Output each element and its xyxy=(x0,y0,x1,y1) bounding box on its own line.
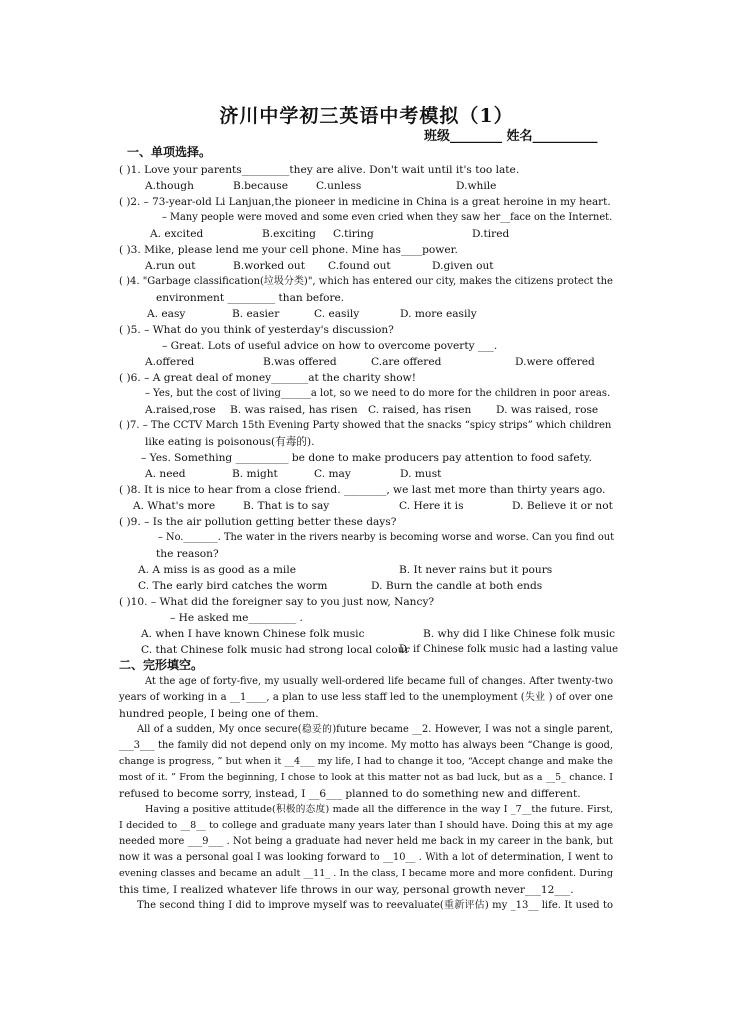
q6-option-d: D. was raised, rose xyxy=(496,404,599,416)
q9-option-b: B. It never rains but it pours xyxy=(399,564,553,576)
question-9: ( )9. – Is the air pollution getting better these days? xyxy=(119,516,397,528)
page-title: 济川中学初三英语中考模拟（1） xyxy=(219,105,514,127)
q6-option-a: A.raised,rose xyxy=(145,404,216,416)
q9-option-a: A. A miss is as good as a mile xyxy=(138,564,296,576)
q5-option-c: C.are offered xyxy=(371,356,442,368)
q10-option-c: C. that Chinese folk music had strong local colour xyxy=(141,644,410,656)
q7-option-c: C. may xyxy=(314,468,351,480)
q6-option-b: B. was raised, has risen xyxy=(230,404,358,416)
question-1: ( )1. Love your parents_________they are alive. Don't wait until it's too late. xyxy=(119,164,520,176)
q10-option-a: A. when I have known Chinese folk music xyxy=(141,628,365,640)
q3-option-d: D.given out xyxy=(432,260,494,272)
question-7-line-3: – Yes. Something __________ be done to make producers pay attention to food safety. xyxy=(141,452,592,464)
q1-option-d: D.while xyxy=(456,180,497,192)
q5-option-a: A.offered xyxy=(145,356,195,368)
q7-option-b: B. might xyxy=(232,468,278,480)
cloze-paragraph-3-line-6: this time, I realized whatever life throws in our way, personal growth never___12___. xyxy=(119,884,574,896)
q7-option-d: D. must xyxy=(400,468,442,480)
question-9-line-3: the reason? xyxy=(156,548,219,560)
section-2-heading: 二、完形填空。 xyxy=(119,658,204,672)
question-7: ( )7. – The CCTV March 15th Evening Party showed that the snacks “spicy strips” which children xyxy=(119,420,612,431)
question-4-line-2: environment _________ than before. xyxy=(156,292,345,304)
section-1-heading: 一、单项选择。 xyxy=(127,145,212,159)
question-4: ( )4. "Garbage classification(垃圾分类)", which has entered our city, makes the citizens protect the xyxy=(119,276,613,287)
q7-option-a: A. need xyxy=(145,468,186,480)
cloze-paragraph-3-line-1: Having a positive attitude(积极的态度) made all the difference in the way I _7__the future. First, xyxy=(145,804,613,815)
cloze-paragraph-3-line-4: now it was a personal goal I was looking forward to __10__ . With a lot of determination, I went to xyxy=(119,852,613,863)
cloze-paragraph-2-line-1: All of a sudden, My once secure(稳妥的)future became __2. However, I was not a single parent, xyxy=(137,724,613,735)
q3-option-a: A.run out xyxy=(145,260,196,272)
q1-option-b: B.because xyxy=(233,180,288,192)
q8-option-b: B. That is to say xyxy=(243,500,330,512)
q2-option-d: D.tired xyxy=(472,228,510,240)
cloze-paragraph-2-line-2: ___3___ the family did not depend only on my income. My motto has always been “Change is good, xyxy=(119,740,613,751)
q1-option-c: C.unless xyxy=(316,180,362,192)
cloze-paragraph-3-line-5: evening classes and became an adult __11_ . In the class, I became more and more confident. During xyxy=(119,868,613,879)
q3-option-b: B.worked out xyxy=(233,260,305,272)
q4-option-c: C. easily xyxy=(314,308,360,320)
q9-option-d: D. Burn the candle at both ends xyxy=(371,580,543,592)
q6-option-c: C. raised, has risen xyxy=(368,404,472,416)
cloze-paragraph-1-line-1: At the age of forty-five, my usually well-ordered life became full of changes. After twenty-two xyxy=(145,676,613,687)
question-10: ( )10. – What did the foreigner say to you just now, Nancy? xyxy=(119,596,435,608)
cloze-paragraph-1-line-3: hundred people, I being one of them. xyxy=(119,708,319,720)
cloze-paragraph-2-line-3: change is progress, ” but when it __4___ my life, I had to change it too, “Accept change and make the xyxy=(119,756,613,767)
q9-option-c: C. The early bird catches the worm xyxy=(138,580,328,592)
q8-option-a: A. What's more xyxy=(133,500,216,512)
question-3: ( )3. Mike, please lend me your cell phone. Mine has____power. xyxy=(119,244,458,256)
q2-option-b: B.exciting xyxy=(262,228,316,240)
q1-option-a: A.though xyxy=(145,180,194,192)
question-6-line-2: – Yes, but the cost of living______a lot, so we need to do more for the children in poor areas. xyxy=(145,388,611,399)
q5-option-b: B.was offered xyxy=(263,356,337,368)
cloze-paragraph-1-line-2: years of working in a __1____, a plan to use less staff led to the unemployment (失业 ) of over one xyxy=(119,692,613,703)
question-5: ( )5. – What do you think of yesterday's discussion? xyxy=(119,324,394,336)
q4-option-d: D. more easily xyxy=(400,308,477,320)
question-2: ( )2. – 73-year-old Li Lanjuan,the pioneer in medicine in China is a great heroine in my heart. xyxy=(119,196,611,208)
question-9-line-2: – No._______. The water in the rivers nearby is becoming worse and worse. Can you find out xyxy=(158,532,615,543)
question-2-line-2: – Many people were moved and some even cried when they saw her__face on the Internet. xyxy=(162,212,613,223)
q8-option-c: C. Here it is xyxy=(399,500,464,512)
question-5-line-2: – Great. Lots of useful advice on how to overcome poverty ___. xyxy=(162,340,498,352)
class-name-field: 班级________ 姓名__________ xyxy=(424,129,598,144)
question-10-line-2: – He asked me_________ . xyxy=(170,612,303,624)
q5-option-d: D.were offered xyxy=(515,356,595,368)
question-8: ( )8. It is nice to hear from a close friend. ________, we last met more than thirty years ago. xyxy=(119,484,606,496)
cloze-paragraph-2-line-4: most of it. ” From the beginning, I chose to look at this matter not as bad luck, but as a __5_ chance. I xyxy=(119,772,613,783)
q3-option-c: C.found out xyxy=(328,260,391,272)
question-7-line-2: like eating is poisonous(有毒的). xyxy=(145,436,315,448)
q8-option-d: D. Believe it or not xyxy=(512,500,613,512)
q4-option-a: A. easy xyxy=(147,308,186,320)
q4-option-b: B. easier xyxy=(232,308,280,320)
cloze-paragraph-3-line-3: needed more ___9___ . Not being a graduate had never held me back in my career in the bank, but xyxy=(119,836,613,847)
question-6: ( )6. – A great deal of money_______at the charity show! xyxy=(119,372,416,384)
cloze-paragraph-4-line-1: The second thing I did to improve myself was to reevaluate(重新评估) my _13__ life. It used to xyxy=(137,900,613,911)
q10-option-b: B. why did I like Chinese folk music xyxy=(423,628,616,640)
q2-option-c: C.tiring xyxy=(333,228,374,240)
cloze-paragraph-3-line-2: I decided to __8__ to college and graduate many years later than I should have. Doing this at my age xyxy=(119,820,613,831)
q10-option-d: D. if Chinese folk music had a lasting value xyxy=(399,644,618,655)
cloze-paragraph-2-line-5: refused to become sorry, instead, I __6___ planned to do something new and different. xyxy=(119,788,581,800)
q2-option-a: A. excited xyxy=(150,228,204,240)
